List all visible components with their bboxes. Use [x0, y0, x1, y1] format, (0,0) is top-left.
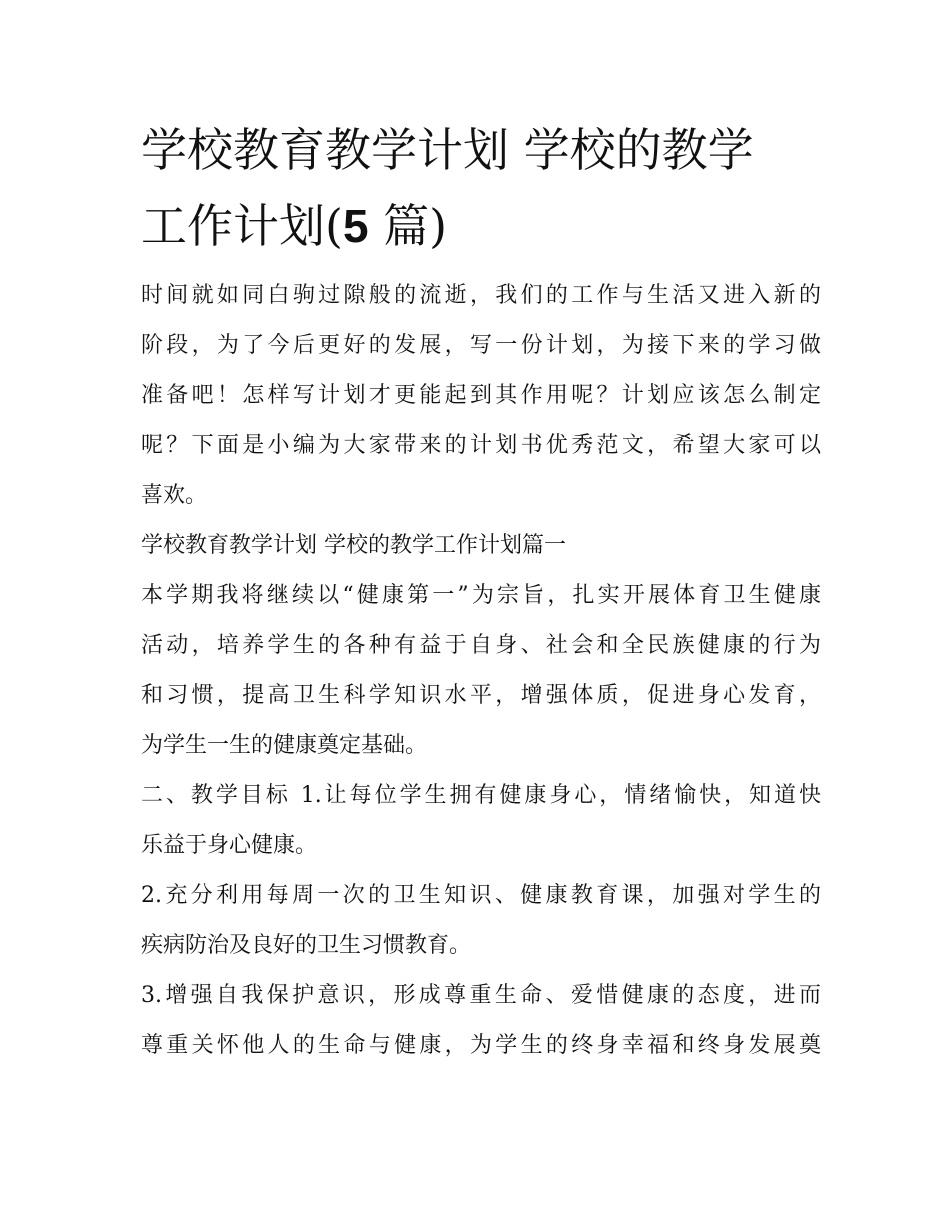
section-heading-text: 学校教育教学计划 学校的教学工作计划篇一: [141, 533, 566, 558]
title-line-2: [141, 188, 821, 264]
title-line-2-suffix: 篇): [368, 199, 448, 253]
goal-paragraph: [141, 578, 821, 764]
objective-1-line: 二、教学目标 1.让每位学生拥有健康身心，情绪愉快，知道快: [141, 783, 821, 808]
intro-line: 呢？下面是小编为大家带来的计划书优秀范文，希望大家可以: [141, 433, 821, 458]
document-title: [141, 112, 821, 264]
document-body: [141, 112, 821, 1064]
objective-2-line: 2.充分利用每周一次的卫生知识、健康教育课，加强对学生的: [141, 883, 821, 908]
goal-line: 和习惯，提高卫生科学知识水平，增强体质，促进身心发育，: [141, 683, 821, 708]
intro-line: 喜欢。: [141, 483, 208, 508]
objective-3-line: 3.增强自我保护意识，形成尊重生命、爱惜健康的态度，进而: [141, 983, 821, 1008]
goal-line: 为学生一生的健康奠定基础。: [141, 733, 428, 758]
goal-line: 本学期我将继续以“健康第一”为宗旨，扎实开展体育卫生健康: [141, 583, 821, 608]
section-heading: [141, 528, 821, 564]
intro-line: 阶段，为了今后更好的发展，写一份计划，为接下来的学习做: [141, 333, 821, 358]
objective-1-line: 乐益于身心健康。: [141, 833, 318, 858]
objective-2-paragraph: [141, 878, 821, 964]
goal-line: 活动，培养学生的各种有益于自身、社会和全民族健康的行为: [141, 633, 821, 658]
objective-1-paragraph: [141, 778, 821, 864]
intro-paragraph: [141, 278, 821, 514]
objective-3-paragraph: [141, 978, 821, 1064]
intro-line: 时间就如同白驹过隙般的流逝，我们的工作与生活又进入新的: [141, 283, 821, 308]
title-line-1: 学校教育教学计划 学校的教学: [141, 123, 754, 177]
title-line-2-prefix: 工作计划(: [141, 199, 343, 253]
intro-line: 准备吧！怎样写计划才更能起到其作用呢？计划应该怎么制定: [141, 383, 821, 408]
title-article-count: 5: [342, 200, 369, 252]
objective-2-line: 疾病防治及良好的卫生习惯教育。: [141, 933, 472, 958]
objective-3-line: 尊重关怀他人的生命与健康，为学生的终身幸福和终身发展奠: [141, 1033, 821, 1058]
